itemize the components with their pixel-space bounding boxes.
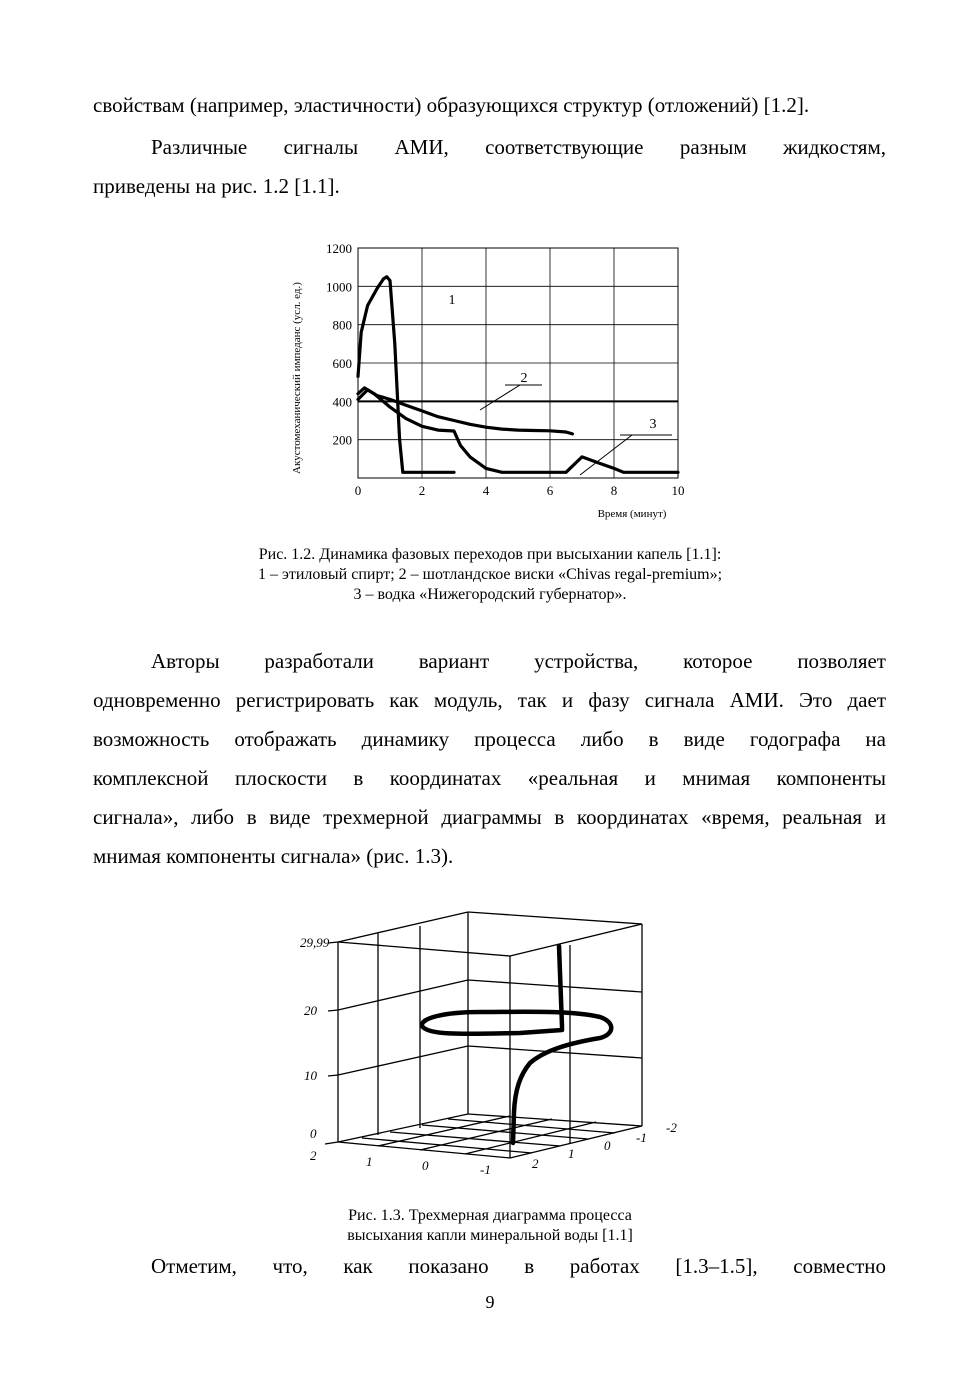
- y-tick-label: 400: [332, 394, 352, 410]
- y-tick-label: 200: [332, 432, 352, 448]
- chart-grid: [358, 248, 678, 478]
- text-line: приведены на рис. 1.2 [1.1].: [93, 174, 340, 198]
- figure-1-2-caption: [0, 545, 980, 605]
- text-line: Различные сигналы АМИ, соответствующие разным жидкостям,: [151, 135, 886, 159]
- z-tick-label: 20: [304, 1003, 317, 1018]
- text-line: комплексной плоскости в координатах «реальная и мнимая компоненты: [93, 766, 886, 790]
- x-tick-label: 8: [610, 483, 618, 498]
- label-leader-3: [580, 435, 632, 475]
- z-tick-label: 0: [310, 1126, 317, 1141]
- x-tick-label: 2: [310, 1148, 317, 1163]
- y-tick-label: 600: [332, 356, 352, 371]
- x-tick-label: 0: [354, 483, 362, 498]
- figure-1-2-chart: [280, 230, 700, 530]
- z-tick-label: 29,99: [300, 935, 330, 950]
- y-axis-label: Акустомеханический импеданс (усл. ед.): [291, 282, 303, 474]
- y-tick-label: 1200: [326, 241, 352, 256]
- paragraph-3: [93, 642, 886, 876]
- x-tick-label: 4: [482, 483, 490, 498]
- figure-1-3-caption: [0, 1206, 980, 1246]
- text-line: сигнала», либо в виде трехмерной диаграммы в координатах «время, реальная и: [93, 805, 886, 829]
- y-tick-label: 1000: [326, 279, 352, 295]
- chart-ticks: [326, 241, 685, 498]
- x-tick-label: 0: [422, 1158, 429, 1173]
- page-number: 9: [485, 1292, 495, 1312]
- series-line-2: [358, 390, 572, 434]
- caption-line: Рис. 1.3. Трехмерная диаграмма процесса: [348, 1207, 632, 1224]
- x-tick-label: 10: [671, 483, 685, 498]
- caption-line: 1 – этиловый спирт; 2 – шотландское виски «Chivas regal-premium»;: [257, 566, 723, 583]
- caption-line: 3 – водка «Нижегородский губернатор».: [353, 586, 627, 603]
- paragraph-4: [93, 1247, 886, 1286]
- y-tick-label: 1: [568, 1146, 575, 1161]
- x-axis-label: Время (минут): [597, 508, 667, 520]
- caption-line: высыхания капли минеральной воды [1.1]: [347, 1227, 633, 1244]
- series-label-1: 1: [448, 293, 456, 308]
- series-line-1: [358, 277, 454, 473]
- series-labels: [449, 293, 673, 475]
- series-label-2: 2: [520, 371, 528, 386]
- text-line: возможность отображать динамику процесса либо в виде годографа на: [93, 727, 886, 751]
- paragraph-1: [93, 86, 886, 125]
- text-line: мнимая компоненты сигнала» (рис. 1.3).: [93, 844, 454, 868]
- x-tick-label: 6: [546, 483, 554, 498]
- x-tick-label: -1: [480, 1162, 491, 1177]
- text-line: одновременно регистрировать как модуль, так и фазу сигнала АМИ. Это дает: [93, 688, 886, 712]
- chart-series: [358, 277, 678, 473]
- x-tick-label: 2: [418, 483, 426, 498]
- y-tick-label: -2: [666, 1120, 677, 1135]
- y-tick-label: 2: [532, 1156, 539, 1171]
- text-line: свойствам (например, эластичности) образующихся структур (отложений) [1.2].: [93, 93, 810, 117]
- trajectory-curve: [422, 946, 611, 1143]
- y-tick-label: 800: [332, 317, 352, 333]
- text-line: Отметим, что, как показано в работах [1.3–1.5], совместно: [151, 1254, 886, 1278]
- x-tick-label: 1: [366, 1154, 373, 1169]
- paragraph-2: [93, 128, 886, 206]
- y-tick-label: -1: [636, 1130, 647, 1145]
- y-tick-label: 0: [604, 1138, 611, 1153]
- series-label-3: 3: [649, 417, 657, 432]
- figure-1-3-3d-diagram: [270, 900, 700, 1185]
- caption-line: Рис. 1.2. Динамика фазовых переходов при высыхании капель [1.1]:: [258, 546, 722, 563]
- z-tick-label: 10: [304, 1068, 317, 1083]
- text-line: Авторы разработали вариант устройства, которое позволяет: [151, 649, 886, 673]
